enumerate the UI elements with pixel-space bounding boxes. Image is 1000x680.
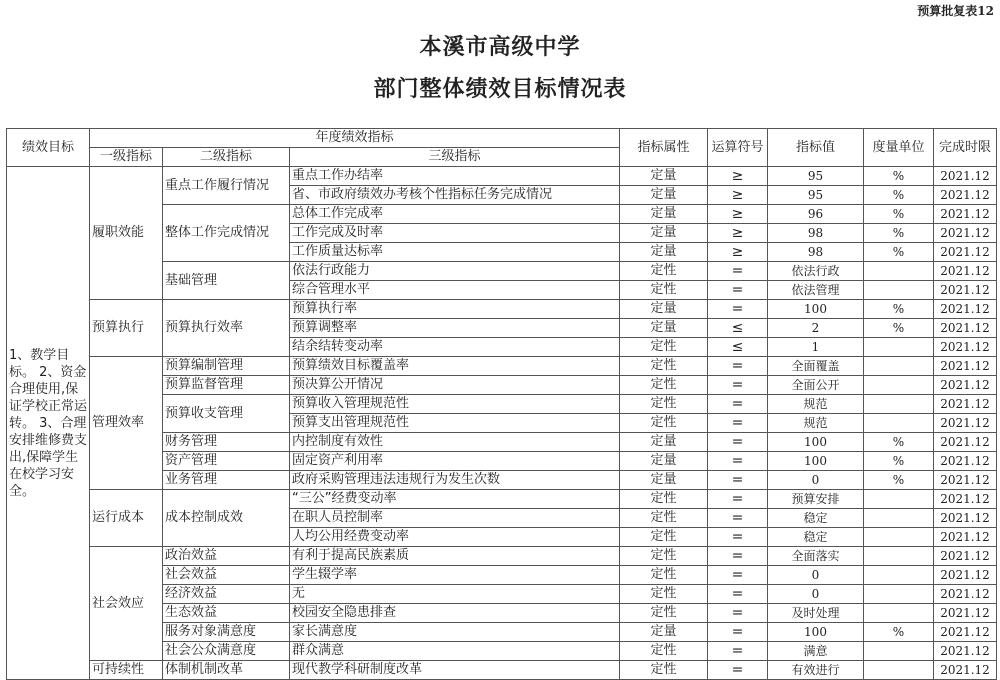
unit-cell xyxy=(864,338,934,357)
level3-cell: 省、市政府绩效办考核个性指标任务完成情况 xyxy=(290,186,620,205)
deadline-cell: 2021.12 xyxy=(934,433,997,452)
performance-table xyxy=(6,128,997,680)
header-deadline: 完成时限 xyxy=(934,129,997,167)
attribute-cell: 定性 xyxy=(620,490,708,509)
table-row xyxy=(7,490,997,509)
level3-cell: 依法行政能力 xyxy=(290,262,620,281)
level1-cell: 预算执行 xyxy=(90,300,163,357)
value-cell: 98 xyxy=(768,224,864,243)
level3-cell: 工作完成及时率 xyxy=(290,224,620,243)
unit-cell xyxy=(864,585,934,604)
operator-cell: = xyxy=(708,376,768,395)
attribute-cell: 定性 xyxy=(620,414,708,433)
level2-cell: 资产管理 xyxy=(163,452,290,471)
level3-cell: 预算收入管理规范性 xyxy=(290,395,620,414)
page-subtitle: 部门整体绩效目标情况表 xyxy=(373,76,627,102)
deadline-cell: 2021.12 xyxy=(934,661,997,680)
level3-cell: 综合管理水平 xyxy=(290,281,620,300)
attribute-cell: 定量 xyxy=(620,433,708,452)
attribute-cell: 定量 xyxy=(620,623,708,642)
level2-cell: 财务管理 xyxy=(163,433,290,452)
operator-cell: = xyxy=(708,414,768,433)
attribute-cell: 定量 xyxy=(620,224,708,243)
value-cell: 预算安排 xyxy=(768,490,864,509)
level3-cell: 预算绩效目标覆盖率 xyxy=(290,357,620,376)
level3-cell: 结余结转变动率 xyxy=(290,338,620,357)
deadline-cell: 2021.12 xyxy=(934,243,997,262)
value-cell: 100 xyxy=(768,623,864,642)
operator-cell: = xyxy=(708,281,768,300)
value-cell: 稳定 xyxy=(768,528,864,547)
unit-cell xyxy=(864,262,934,281)
level3-cell: 预算支出管理规范性 xyxy=(290,414,620,433)
deadline-cell: 2021.12 xyxy=(934,167,997,186)
value-cell: 100 xyxy=(768,452,864,471)
level3-cell: 家长满意度 xyxy=(290,623,620,642)
unit-cell xyxy=(864,357,934,376)
operator-cell: = xyxy=(708,566,768,585)
level2-cell: 预算执行效率 xyxy=(163,300,290,357)
level2-cell: 生态效益 xyxy=(163,604,290,623)
level3-cell: 在职人员控制率 xyxy=(290,509,620,528)
attribute-cell: 定性 xyxy=(620,604,708,623)
deadline-cell: 2021.12 xyxy=(934,471,997,490)
level3-cell: 人均公用经费变动率 xyxy=(290,528,620,547)
operator-cell: = xyxy=(708,300,768,319)
unit-cell xyxy=(864,547,934,566)
header-attribute: 指标属性 xyxy=(620,129,708,167)
table-row xyxy=(7,661,997,680)
level2-cell: 整体工作完成情况 xyxy=(163,205,290,262)
level2-cell: 体制机制改革 xyxy=(163,661,290,680)
unit-cell xyxy=(864,661,934,680)
operator-cell: ≥ xyxy=(708,186,768,205)
deadline-cell: 2021.12 xyxy=(934,509,997,528)
deadline-cell: 2021.12 xyxy=(934,623,997,642)
operator-cell: = xyxy=(708,604,768,623)
level3-cell: “三公”经费变动率 xyxy=(290,490,620,509)
deadline-cell: 2021.12 xyxy=(934,395,997,414)
operator-cell: = xyxy=(708,585,768,604)
goal-text: 1、教学目标。 2、资金合理使用,保证学校正常运转。 3、合理安排维修费支出,保障学生在校学习安全。 xyxy=(7,167,90,680)
level1-cell: 管理效率 xyxy=(90,357,163,490)
operator-cell: = xyxy=(708,528,768,547)
level3-cell: 现代教学科研制度改革 xyxy=(290,661,620,680)
deadline-cell: 2021.12 xyxy=(934,281,997,300)
header-unit: 度量单位 xyxy=(864,129,934,167)
unit-cell: % xyxy=(864,243,934,262)
operator-cell: ≤ xyxy=(708,319,768,338)
unit-cell: % xyxy=(864,205,934,224)
level2-cell: 业务管理 xyxy=(163,471,290,490)
level3-cell: 政府采购管理违法违规行为发生次数 xyxy=(290,471,620,490)
unit-cell: % xyxy=(864,224,934,243)
operator-cell: = xyxy=(708,490,768,509)
unit-cell xyxy=(864,414,934,433)
unit-cell xyxy=(864,281,934,300)
level2-cell: 成本控制成效 xyxy=(163,490,290,547)
unit-cell xyxy=(864,642,934,661)
value-cell: 100 xyxy=(768,433,864,452)
value-cell: 规范 xyxy=(768,395,864,414)
attribute-cell: 定量 xyxy=(620,300,708,319)
deadline-cell: 2021.12 xyxy=(934,528,997,547)
page-title: 本溪市高级中学 xyxy=(419,34,581,60)
level1-cell: 可持续性 xyxy=(90,661,163,680)
value-cell: 全面公开 xyxy=(768,376,864,395)
value-cell: 1 xyxy=(768,338,864,357)
level3-cell: 内控制度有效性 xyxy=(290,433,620,452)
attribute-cell: 定性 xyxy=(620,661,708,680)
attribute-cell: 定性 xyxy=(620,642,708,661)
header-operator: 运算符号 xyxy=(708,129,768,167)
level3-cell: 学生辍学率 xyxy=(290,566,620,585)
level2-cell: 服务对象满意度 xyxy=(163,623,290,642)
level2-cell: 预算收支管理 xyxy=(163,395,290,433)
value-cell: 95 xyxy=(768,167,864,186)
deadline-cell: 2021.12 xyxy=(934,566,997,585)
header-value: 指标值 xyxy=(768,129,864,167)
deadline-cell: 2021.12 xyxy=(934,585,997,604)
level3-cell: 预决算公开情况 xyxy=(290,376,620,395)
value-cell: 满意 xyxy=(768,642,864,661)
header-level2: 二级指标 xyxy=(163,148,290,167)
value-cell: 依法管理 xyxy=(768,281,864,300)
unit-cell xyxy=(864,604,934,623)
unit-cell: % xyxy=(864,319,934,338)
value-cell: 95 xyxy=(768,186,864,205)
unit-cell: % xyxy=(864,300,934,319)
operator-cell: = xyxy=(708,623,768,642)
attribute-cell: 定性 xyxy=(620,262,708,281)
value-cell: 96 xyxy=(768,205,864,224)
level3-cell: 有利于提高民族素质 xyxy=(290,547,620,566)
deadline-cell: 2021.12 xyxy=(934,224,997,243)
unit-cell xyxy=(864,528,934,547)
level3-cell: 无 xyxy=(290,585,620,604)
value-cell: 依法行政 xyxy=(768,262,864,281)
level1-cell: 运行成本 xyxy=(90,490,163,547)
value-cell: 0 xyxy=(768,471,864,490)
deadline-cell: 2021.12 xyxy=(934,547,997,566)
deadline-cell: 2021.12 xyxy=(934,490,997,509)
level3-cell: 工作质量达标率 xyxy=(290,243,620,262)
value-cell: 及时处理 xyxy=(768,604,864,623)
level2-cell: 社会公众满意度 xyxy=(163,642,290,661)
header-goal: 绩效目标 xyxy=(7,129,90,167)
attribute-cell: 定性 xyxy=(620,585,708,604)
doc-number: 预算批复表12 xyxy=(917,4,994,18)
deadline-cell: 2021.12 xyxy=(934,205,997,224)
level3-cell: 预算执行率 xyxy=(290,300,620,319)
level1-cell: 履职效能 xyxy=(90,167,163,300)
value-cell: 98 xyxy=(768,243,864,262)
deadline-cell: 2021.12 xyxy=(934,357,997,376)
table-row xyxy=(7,167,997,186)
deadline-cell: 2021.12 xyxy=(934,452,997,471)
table-row xyxy=(7,547,997,566)
attribute-cell: 定量 xyxy=(620,167,708,186)
unit-cell xyxy=(864,490,934,509)
attribute-cell: 定性 xyxy=(620,281,708,300)
value-cell: 规范 xyxy=(768,414,864,433)
operator-cell: = xyxy=(708,452,768,471)
level3-cell: 校园安全隐患排查 xyxy=(290,604,620,623)
operator-cell: ≥ xyxy=(708,205,768,224)
unit-cell xyxy=(864,509,934,528)
operator-cell: = xyxy=(708,395,768,414)
header-level3: 三级指标 xyxy=(290,148,620,167)
value-cell: 0 xyxy=(768,585,864,604)
attribute-cell: 定性 xyxy=(620,566,708,585)
attribute-cell: 定性 xyxy=(620,395,708,414)
attribute-cell: 定量 xyxy=(620,186,708,205)
unit-cell xyxy=(864,566,934,585)
value-cell: 0 xyxy=(768,566,864,585)
attribute-cell: 定量 xyxy=(620,319,708,338)
attribute-cell: 定量 xyxy=(620,205,708,224)
header-annual-indicators: 年度绩效指标 xyxy=(90,129,620,148)
deadline-cell: 2021.12 xyxy=(934,642,997,661)
operator-cell: = xyxy=(708,642,768,661)
unit-cell: % xyxy=(864,471,934,490)
level2-cell: 基础管理 xyxy=(163,262,290,300)
attribute-cell: 定量 xyxy=(620,243,708,262)
table-row xyxy=(7,357,997,376)
level2-cell: 社会效益 xyxy=(163,566,290,585)
operator-cell: ≥ xyxy=(708,224,768,243)
attribute-cell: 定性 xyxy=(620,528,708,547)
level2-cell: 政治效益 xyxy=(163,547,290,566)
operator-cell: ≤ xyxy=(708,338,768,357)
level2-cell: 经济效益 xyxy=(163,585,290,604)
value-cell: 稳定 xyxy=(768,509,864,528)
value-cell: 全面覆盖 xyxy=(768,357,864,376)
unit-cell: % xyxy=(864,186,934,205)
operator-cell: = xyxy=(708,661,768,680)
operator-cell: = xyxy=(708,262,768,281)
level1-cell: 社会效应 xyxy=(90,547,163,661)
attribute-cell: 定性 xyxy=(620,376,708,395)
level2-cell: 重点工作履行情况 xyxy=(163,167,290,205)
level3-cell: 重点工作办结率 xyxy=(290,167,620,186)
value-cell: 2 xyxy=(768,319,864,338)
attribute-cell: 定量 xyxy=(620,452,708,471)
value-cell: 全面落实 xyxy=(768,547,864,566)
operator-cell: ≥ xyxy=(708,243,768,262)
deadline-cell: 2021.12 xyxy=(934,376,997,395)
deadline-cell: 2021.12 xyxy=(934,414,997,433)
attribute-cell: 定性 xyxy=(620,509,708,528)
operator-cell: = xyxy=(708,547,768,566)
unit-cell: % xyxy=(864,433,934,452)
unit-cell: % xyxy=(864,623,934,642)
unit-cell xyxy=(864,395,934,414)
deadline-cell: 2021.12 xyxy=(934,319,997,338)
operator-cell: = xyxy=(708,433,768,452)
header-level1: 一级指标 xyxy=(90,148,163,167)
unit-cell: % xyxy=(864,452,934,471)
value-cell: 100 xyxy=(768,300,864,319)
level3-cell: 预算调整率 xyxy=(290,319,620,338)
attribute-cell: 定性 xyxy=(620,357,708,376)
operator-cell: = xyxy=(708,471,768,490)
level2-cell: 预算编制管理 xyxy=(163,357,290,376)
attribute-cell: 定性 xyxy=(620,547,708,566)
deadline-cell: 2021.12 xyxy=(934,186,997,205)
level3-cell: 固定资产利用率 xyxy=(290,452,620,471)
deadline-cell: 2021.12 xyxy=(934,300,997,319)
unit-cell xyxy=(864,376,934,395)
unit-cell: % xyxy=(864,167,934,186)
operator-cell: = xyxy=(708,509,768,528)
attribute-cell: 定量 xyxy=(620,471,708,490)
level3-cell: 总体工作完成率 xyxy=(290,205,620,224)
deadline-cell: 2021.12 xyxy=(934,338,997,357)
deadline-cell: 2021.12 xyxy=(934,262,997,281)
deadline-cell: 2021.12 xyxy=(934,604,997,623)
level3-cell: 群众满意 xyxy=(290,642,620,661)
operator-cell: = xyxy=(708,357,768,376)
table-row xyxy=(7,300,997,319)
attribute-cell: 定性 xyxy=(620,338,708,357)
value-cell: 有效进行 xyxy=(768,661,864,680)
operator-cell: ≥ xyxy=(708,167,768,186)
level2-cell: 预算监督管理 xyxy=(163,376,290,395)
